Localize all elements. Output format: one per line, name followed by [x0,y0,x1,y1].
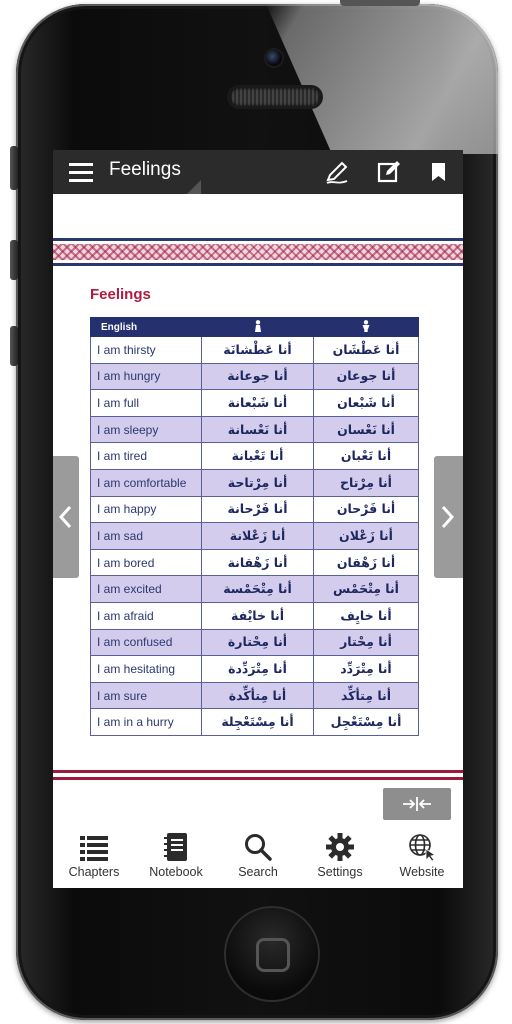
pen-icon[interactable] [323,158,351,186]
page-title: Feelings [109,159,181,180]
arabic-feminine-phrase: أنا جوعانة [202,363,314,390]
english-phrase: I am full [91,390,202,417]
english-phrase: I am in a hurry [91,709,202,736]
nav-label-notebook: Notebook [149,865,203,879]
table-row [91,709,419,736]
english-phrase: I am sure [91,682,202,709]
bottom-navigation [53,826,463,888]
notebook-icon [160,832,192,862]
arabic-masculine-phrase: أنا فَرْحان [314,496,419,523]
english-phrase: I am bored [91,549,202,576]
nav-label-search: Search [238,865,278,879]
nav-label-website: Website [399,865,445,879]
english-phrase: I am sad [91,523,202,550]
vocabulary-table [90,317,419,736]
male-icon [361,320,371,332]
english-phrase: I am afraid [91,602,202,629]
arabic-masculine-phrase: أنا مِرْتاح [314,469,419,496]
nav-label-settings: Settings [317,865,363,879]
nav-website[interactable] [381,826,463,888]
section-heading: Feelings [90,286,151,303]
arabic-masculine-phrase: أنا تَعْبان [314,443,419,470]
table-row [91,390,419,417]
arabic-feminine-phrase: أنا عَطْشانَة [202,337,314,364]
next-page-button[interactable] [434,456,463,578]
nav-chapters[interactable] [53,826,135,888]
table-row [91,682,419,709]
arabic-feminine-phrase: أنا فَرْحانة [202,496,314,523]
app-bar [53,150,463,194]
arabic-masculine-phrase: أنا زَعْلان [314,523,419,550]
decorative-band-top [53,238,463,266]
menu-icon[interactable] [69,162,93,182]
english-phrase: I am excited [91,576,202,603]
table-row [91,443,419,470]
table-header-row [91,318,419,337]
power-button [340,0,420,6]
mute-switch [10,146,18,190]
title-corner-marker [187,180,201,194]
english-phrase: I am comfortable [91,469,202,496]
arabic-feminine-phrase: أنا مِتْرَدِّدة [202,656,314,683]
arabic-feminine-phrase: أنا خايْفة [202,602,314,629]
nav-notebook[interactable] [135,826,217,888]
nav-search[interactable] [217,826,299,888]
previous-page-button[interactable] [53,456,79,578]
table-row [91,576,419,603]
volume-down-button [10,326,18,366]
arabic-feminine-phrase: أنا نَعْسانة [202,416,314,443]
table-row [91,602,419,629]
earpiece-speaker [230,88,320,106]
arabic-masculine-phrase: أنا زَهْقان [314,549,419,576]
volume-up-button [10,240,18,280]
english-phrase: I am hungry [91,363,202,390]
table-row [91,363,419,390]
table-row [91,469,419,496]
arabic-feminine-phrase: أنا مِحْتارة [202,629,314,656]
english-phrase: I am confused [91,629,202,656]
chevron-right-icon [438,504,456,530]
table-row [91,496,419,523]
arabic-feminine-phrase: أنا زَعْلانة [202,523,314,550]
edit-icon[interactable] [375,158,403,186]
app-screen [53,150,463,888]
arabic-masculine-phrase: أنا شَبْعان [314,390,419,417]
english-phrase: I am happy [91,496,202,523]
home-square-icon [256,938,290,972]
arabic-masculine-phrase: أنا مِتأكِّد [314,682,419,709]
arabic-feminine-phrase: أنا تَعْبانة [202,443,314,470]
nav-label-chapters: Chapters [68,865,120,879]
home-button[interactable] [226,908,318,1000]
english-phrase: I am hesitating [91,656,202,683]
arabic-feminine-phrase: أنا زَهْقانة [202,549,314,576]
arabic-masculine-phrase: أنا مِتْحَمْس [314,576,419,603]
table-row [91,523,419,550]
table-row [91,549,419,576]
table-row [91,656,419,683]
list-icon [78,832,110,862]
arabic-feminine-phrase: أنا مِتْحَمْسة [202,576,314,603]
globe-icon [406,832,438,862]
english-phrase: I am thirsty [91,337,202,364]
female-column-header [202,318,314,337]
arabic-masculine-phrase: أنا خايِف [314,602,419,629]
collapse-arrows-icon [383,788,451,820]
nav-settings[interactable] [299,826,381,888]
arabic-feminine-phrase: أنا مِتأكِّدة [202,682,314,709]
arabic-feminine-phrase: أنا شَبْعانة [202,390,314,417]
arabic-feminine-phrase: أنا مِرْتاحة [202,469,314,496]
table-row [91,416,419,443]
table-row [91,337,419,364]
arabic-masculine-phrase: أنا مِتْرَدِّد [314,656,419,683]
bookmark-icon[interactable] [425,158,453,186]
front-camera [266,50,282,66]
chevron-left-icon [57,504,75,530]
english-column-header: English [91,318,202,337]
english-phrase: I am sleepy [91,416,202,443]
table-row [91,629,419,656]
male-column-header [314,318,419,337]
english-phrase: I am tired [91,443,202,470]
arabic-masculine-phrase: أنا مِسْتَعْجِل [314,709,419,736]
phone-reflection [266,4,498,154]
arabic-masculine-phrase: أنا نَعْسان [314,416,419,443]
arabic-masculine-phrase: أنا مِحْتار [314,629,419,656]
arabic-feminine-phrase: أنا مِسْتَعْجِلة [202,709,314,736]
arabic-masculine-phrase: أنا عَطْشَان [314,337,419,364]
fit-page-button[interactable] [383,788,451,820]
search-icon [242,832,274,862]
female-icon [253,320,263,332]
arabic-masculine-phrase: أنا جوعان [314,363,419,390]
gear-icon [324,832,356,862]
